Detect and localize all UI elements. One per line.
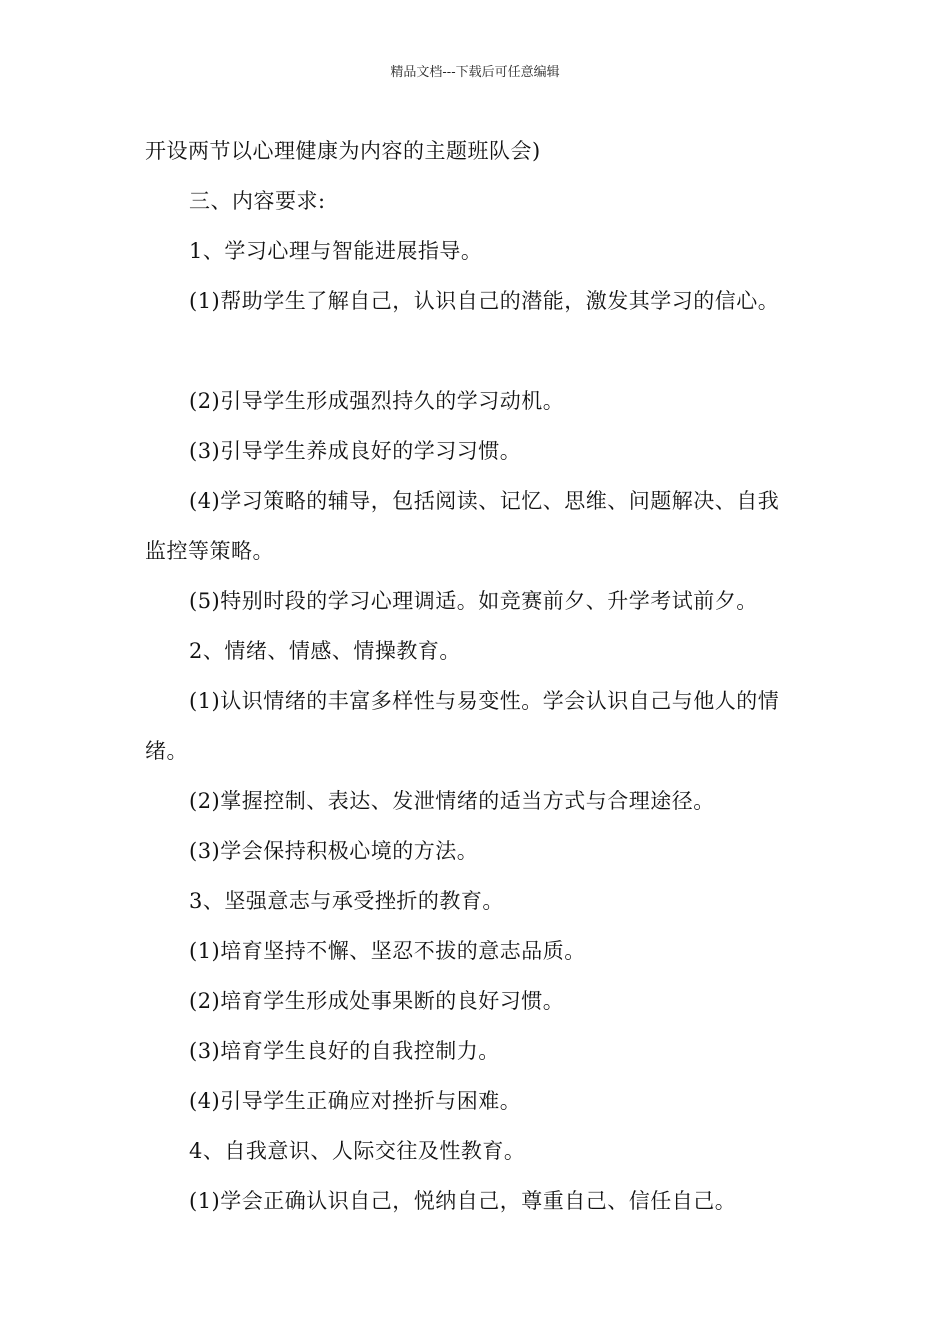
page-header: 精品文档---下载后可任意编辑 bbox=[390, 65, 560, 80]
list-item-3-1: (1)培育坚持不懈、坚忍不拔的意志品质。 bbox=[189, 939, 586, 963]
list-item-3-2: (2)培育学生形成处事果断的良好习惯。 bbox=[189, 989, 565, 1013]
body-line-continuation: 开设两节以心理健康为内容的主题班队会) bbox=[145, 139, 541, 163]
list-item-3-4: (4)引导学生正确应对挫折与困难。 bbox=[189, 1089, 522, 1113]
list-item-2-1: (1)认识情绪的丰富多样性与易变性。学会认识自己与他人的情 bbox=[189, 689, 780, 713]
section-heading-content-requirements: 三、内容要求: bbox=[189, 189, 326, 213]
list-item-1-1: (1)帮助学生了解自己，认识自己的潜能，激发其学习的信心。 bbox=[189, 289, 780, 313]
list-item-4-1: (1)学会正确认识自己，悦纳自己，尊重自己、信任自己。 bbox=[189, 1189, 737, 1213]
subsection-heading-3: 3、坚强意志与承受挫折的教育。 bbox=[189, 889, 504, 913]
subsection-heading-2: 2、情绪、情感、情操教育。 bbox=[189, 639, 461, 663]
list-item-2-2: (2)掌握控制、表达、发泄情绪的适当方式与合理途径。 bbox=[189, 789, 715, 813]
list-item-1-3: (3)引导学生养成良好的学习习惯。 bbox=[189, 439, 522, 463]
list-item-2-1-continuation: 绪。 bbox=[145, 739, 188, 763]
list-item-1-4-continuation: 监控等策略。 bbox=[145, 539, 274, 563]
list-item-1-4: (4)学习策略的辅导，包括阅读、记忆、思维、问题解决、自我 bbox=[189, 489, 780, 513]
subsection-heading-4: 4、自我意识、人际交往及性教育。 bbox=[189, 1139, 526, 1163]
list-item-2-3: (3)学会保持积极心境的方法。 bbox=[189, 839, 479, 863]
list-item-1-5: (5)特别时段的学习心理调适。如竞赛前夕、升学考试前夕。 bbox=[189, 589, 758, 613]
subsection-heading-1: 1、学习心理与智能进展指导。 bbox=[189, 239, 483, 263]
list-item-1-2: (2)引导学生形成强烈持久的学习动机。 bbox=[189, 389, 565, 413]
list-item-3-3: (3)培育学生良好的自我控制力。 bbox=[189, 1039, 500, 1063]
